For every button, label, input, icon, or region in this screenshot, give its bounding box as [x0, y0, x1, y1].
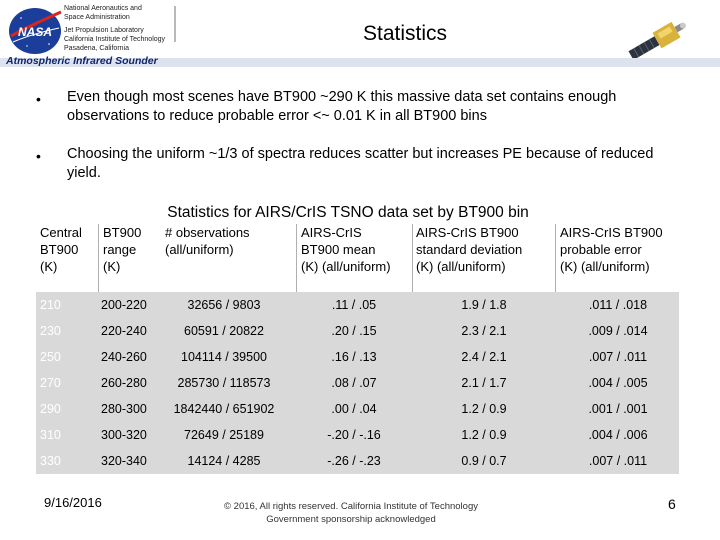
cell-observations: 60591 / 20822: [184, 324, 264, 338]
cell-probable-error: .007 / .011: [588, 350, 648, 364]
page-number: 6: [668, 496, 676, 512]
cell-probable-error: .004 / .006: [588, 428, 648, 442]
cell-bt900-range: 220-240: [101, 324, 147, 338]
cell-central-bt900: 230: [40, 324, 61, 338]
table-row: [36, 396, 679, 422]
cell-central-bt900: 290: [40, 402, 61, 416]
copyright-line: Government sponsorship acknowledged: [266, 514, 436, 525]
table-row: [36, 292, 679, 318]
agency-line: Pasadena, California: [64, 45, 129, 52]
cell-probable-error: .011 / .018: [588, 298, 648, 312]
cell-mean: .16 / .13: [331, 350, 377, 364]
table-title: Statistics for AIRS/CrIS TSNO data set by BT900 bin: [167, 204, 529, 221]
bullet-marker: •: [36, 91, 41, 107]
column-header: Central BT900 (K): [40, 225, 82, 274]
cell-central-bt900: 250: [40, 350, 61, 364]
column-divider: [296, 224, 297, 292]
table-row: [36, 344, 679, 370]
agency-line: National Aeronautics and: [64, 5, 142, 12]
cell-mean: -.20 / -.16: [327, 428, 381, 442]
column-header: BT900 range (K): [103, 225, 142, 274]
agency-line: California Institute of Technology: [64, 36, 166, 43]
cell-central-bt900: 310: [40, 428, 61, 442]
cell-bt900-range: 240-260: [101, 350, 147, 364]
cell-observations: 104114 / 39500: [181, 350, 267, 364]
cell-mean: -.26 / -.23: [327, 454, 381, 468]
cell-probable-error: .001 / .001: [588, 402, 648, 416]
cell-std-dev: 1.2 / 0.9: [461, 428, 507, 442]
cell-bt900-range: 260-280: [101, 376, 147, 390]
cell-observations: 72649 / 25189: [184, 428, 264, 442]
bullet-text: Choosing the uniform ~1/3 of spectra reduces scatter but increases PE because of reduced yield.: [67, 146, 654, 181]
cell-central-bt900: 330: [40, 454, 61, 468]
cell-probable-error: .009 / .014: [588, 324, 648, 338]
cell-std-dev: 0.9 / 0.7: [461, 454, 507, 468]
cell-mean: .00 / .04: [331, 402, 377, 416]
cell-std-dev: 2.4 / 2.1: [461, 350, 507, 364]
bullet-text: Even though most scenes have BT900 ~290 K this massive data set contains enough observations to reduce probable error <~ 0.01 K in all BT900 bins: [67, 89, 617, 124]
instrument-name: Atmospheric Infrared Sounder: [6, 55, 158, 67]
column-divider: [412, 224, 413, 292]
cell-probable-error: .007 / .011: [588, 454, 648, 468]
column-header: AIRS-CrIS BT900 standard deviation (K) (all/uniform): [416, 225, 523, 274]
table-row: [36, 318, 679, 344]
cell-probable-error: .004 / .005: [588, 376, 648, 390]
cell-std-dev: 1.2 / 0.9: [461, 402, 507, 416]
agency-line: Space Administration: [64, 14, 130, 21]
table-row: [36, 370, 679, 396]
cell-std-dev: 1.9 / 1.8: [461, 298, 507, 312]
cell-bt900-range: 320-340: [101, 454, 147, 468]
cell-std-dev: 2.3 / 2.1: [461, 324, 507, 338]
table-row: [36, 422, 679, 448]
agency-line: Jet Propulsion Laboratory: [64, 27, 144, 34]
cell-bt900-range: 200-220: [101, 298, 147, 312]
cell-observations: 14124 / 4285: [187, 454, 261, 468]
cell-bt900-range: 280-300: [101, 402, 147, 416]
nasa-logo: [7, 6, 63, 56]
column-header: # observations (all/uniform): [165, 225, 250, 257]
cell-std-dev: 2.1 / 1.7: [461, 376, 507, 390]
logo-wordmark: NASA: [17, 25, 53, 39]
cell-mean: .08 / .07: [331, 376, 377, 390]
copyright-line: © 2016, All rights reserved. California Institute of Technology: [224, 501, 478, 512]
cell-central-bt900: 270: [40, 376, 61, 390]
header-divider: [174, 6, 176, 42]
table-row: [36, 448, 679, 474]
column-header: AIRS-CrIS BT900 probable error (K) (all/uniform): [560, 225, 663, 274]
cell-mean: .11 / .05: [331, 298, 377, 312]
column-header: AIRS-CrIS BT900 mean (K) (all/uniform): [301, 225, 391, 274]
cell-mean: .20 / .15: [331, 324, 377, 338]
bullet-marker: •: [36, 148, 41, 164]
cell-observations: 285730 / 118573: [177, 376, 271, 390]
cell-observations: 1842440 / 651902: [173, 402, 275, 416]
column-divider: [555, 224, 556, 292]
cell-bt900-range: 300-320: [101, 428, 147, 442]
cell-central-bt900: 210: [40, 298, 61, 312]
column-divider: [98, 224, 99, 292]
cell-observations: 32656 / 9803: [187, 298, 261, 312]
slide-date: 9/16/2016: [44, 495, 102, 510]
page-title: Statistics: [362, 22, 448, 45]
copyright-notice: [200, 500, 502, 526]
